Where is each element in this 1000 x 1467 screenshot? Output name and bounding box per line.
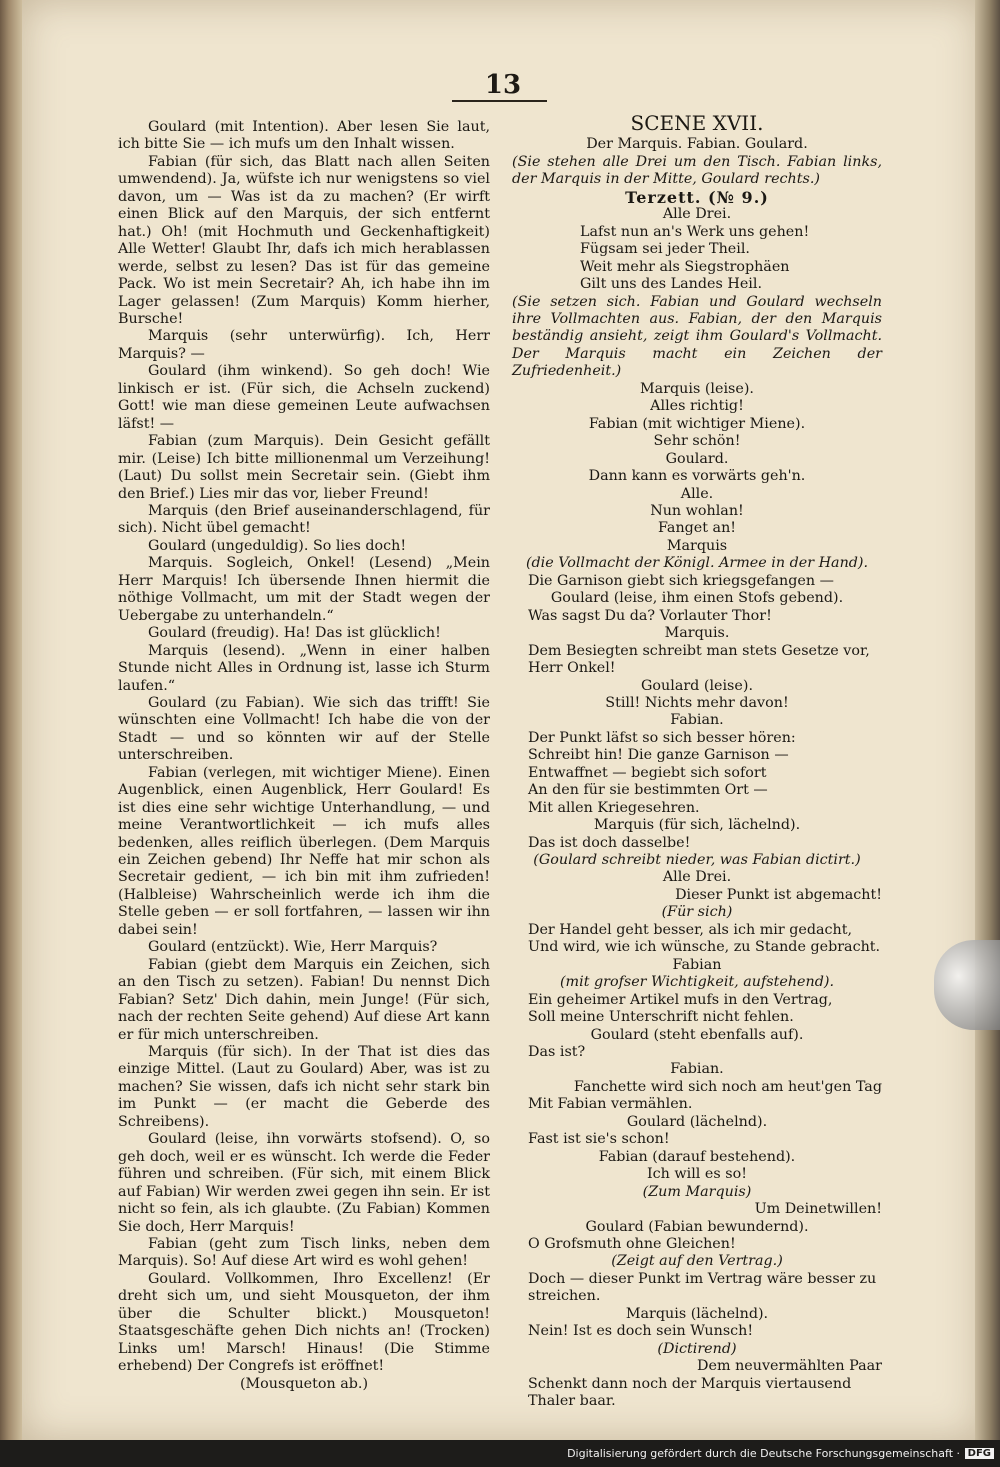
scene-stage-direction: (Sie stehen alle Drei um den Tisch. Fabian links, der Marquis in der Mitte, Goulard rechts.) xyxy=(512,153,882,188)
header-rule xyxy=(452,100,547,102)
right-column xyxy=(512,111,882,1411)
speaker: Goulard (steht ebenfalls auf). xyxy=(590,1026,804,1043)
verse-line: Sehr schön! xyxy=(653,433,741,450)
verse-line: Und wird, wie ich wünsche, zu Stande gebracht. xyxy=(528,939,881,956)
left-paragraph: Fabian (geht zum Tisch links, neben dem Marquis). So! Auf diese Art wird es wohl gehen! xyxy=(118,1236,490,1270)
verse-line: Fast ist sie's schon! xyxy=(528,1131,670,1148)
scene-characters: Der Marquis. Fabian. Goulard. xyxy=(586,136,808,153)
speaker: Alle Drei. xyxy=(662,206,732,223)
verse-line: Die Garnison giebt sich kriegsgefangen — xyxy=(528,572,834,589)
left-paragraph: Fabian (verlegen, mit wichtiger Miene). Einen Augenblick, einen Augenblick, Herr Goulard! Es ist dies eine sehr wichtige Unterhandlung, — und meine Verantwortlichkeit — ich mufs alles bedenken, alles reiflich überlegen. (Dem Marquis ein Zeichen gebend) Ihr Neffe hat mir schon als Secretair gedient, — ich bin mit ihm zufrieden! (Halbleise) Wahrscheinlich werde ich ihm die Stelle geben — er soll fortfahren, — lassen wir ihn dabei sein! xyxy=(118,764,490,938)
left-paragraph: Fabian (für sich, das Blatt nach allen Seiten umwendend). Ja, wüfste ich nur wenigstens so viel davon, um — Was ist da zu machen? (Er wirft einen Blick auf den Marquis, der sich entfernt hat.) Oh! (mit Hochmuth und Geckenhaftigkeit) Alle Wetter! Glaubt Ihr, dafs ich mich herablassen werde, selbst zu lesen? Das ist für das gemeine Pack. Wo ist mein Secretair? Ah, ich habe ihn im Lager gelassen! (Zum Marquis) Komm hierher, Bursche! xyxy=(118,153,490,327)
stage-direction: (Zeigt auf den Vertrag.) xyxy=(611,1253,783,1270)
verse-line: Der Punkt läfst so sich besser hören: xyxy=(528,729,796,746)
left-paragraph: Goulard (freudig). Ha! Das ist glücklich! xyxy=(148,625,441,642)
scene-title: SCENE XVII. xyxy=(630,111,764,135)
left-paragraph: Goulard (entzückt). Wie, Herr Marquis? xyxy=(148,939,438,956)
stage-direction: (Dictirend) xyxy=(657,1340,737,1357)
verse-line: Dann kann es vorwärts geh'n. xyxy=(588,468,806,485)
speaker: Alle Drei. xyxy=(662,869,732,886)
speaker: Fabian (darauf bestehend). xyxy=(598,1148,796,1165)
left-paragraph: Marquis (für sich). In der That ist dies das einzige Mittel. (Laut zu Goulard) Aber, was ist zu machen? Sie wissen, dafs ich nicht sehr stark bin im Punkt — (er macht die Geberde des Schreibens). xyxy=(118,1044,490,1130)
verse-line: Fügsam sei jeder Theil. xyxy=(580,241,750,258)
verse-line: Weit mehr als Siegstrophäen xyxy=(580,258,790,275)
left-paragraph: Fabian (giebt dem Marquis ein Zeichen, sich an den Tisch zu setzen). Fabian! Du nennst Dich Fabian? Setz' Dich dahin, mein Junge! (Für sich, nach der rechten Seite gehend) Auf diese Art kann er für mich unterschreiben. xyxy=(118,956,490,1043)
verse-line: Gilt uns des Landes Heil. xyxy=(580,276,762,293)
left-paragraph: Goulard (mit Intention). Aber lesen Sie laut, ich bitte Sie — ich mufs um den Inhalt wissen. xyxy=(118,119,490,153)
speaker: Fabian. xyxy=(670,1061,724,1078)
verse-line: Was sagst Du da? Vorlauter Thor! xyxy=(528,607,772,624)
stage-direction: (Goulard schreibt nieder, was Fabian dictirt.) xyxy=(533,852,861,869)
verse-line: An den für sie bestimmten Ort — xyxy=(528,782,768,799)
verse-line: Ein geheimer Artikel mufs in den Vertrag, xyxy=(528,991,833,1008)
speaker: Marquis xyxy=(666,537,728,554)
stage-direction: (mit grofser Wichtigkeit, aufstehend). xyxy=(559,974,834,991)
left-paragraph: Marquis. Sogleich, Onkel! (Lesend) „Mein Herr Marquis! Ich übersende Ihnen hiermit die nöthige Vollmacht, um mit der Stadt wegen der Uebergabe zu unterhandeln.“ xyxy=(118,555,490,624)
speaker: Goulard (Fabian bewundernd). xyxy=(585,1218,809,1235)
verse-line: O Grofsmuth ohne Gleichen! xyxy=(528,1236,736,1252)
speaker: Marquis (für sich, lächelnd). xyxy=(593,817,801,834)
left-paragraph: Goulard (zu Fabian). Wie sich das trifft! Sie wünschten eine Vollmacht! Ich habe die von der Stadt — und so könnten wir auf der Stelle unterschreiben. xyxy=(118,694,490,764)
verse-line: Dem neuvermählten Paar xyxy=(697,1358,882,1375)
speaker: Goulard (lächelnd). xyxy=(626,1113,768,1130)
verse-line: Mit allen Kriegesehren. xyxy=(528,799,700,816)
left-paragraph: Goulard. Vollkommen, Ihro Excellenz! (Er dreht sich um, und sieht Mousqueton, der ihm über die Schulter blickt.) Mousqueton! Staatsgeschäfte gehen Dich nichts an! (Trocken) Links um! Marsch! Hinaus! (Die Stimme erhebend) Der Congrefs ist eröffnet! xyxy=(118,1270,490,1375)
speaker: Goulard (leise). xyxy=(641,677,753,694)
page-clip xyxy=(934,940,1000,1030)
left-column xyxy=(118,119,490,1393)
verse-line: Fanchette wird sich noch am heut'gen Tag xyxy=(573,1078,882,1095)
speaker: Fabian. xyxy=(670,712,724,729)
stage-direction-exit: (Mousqueton ab.) xyxy=(239,1375,369,1392)
speaker: Goulard. xyxy=(665,450,729,467)
verse-line: Nein! Ist es doch sein Wunsch! xyxy=(528,1323,754,1340)
terzett-heading: Terzett. (№ 9.) xyxy=(625,187,769,207)
speaker: Marquis. xyxy=(664,625,730,642)
speaker: Alle. xyxy=(680,485,714,502)
verse-line: Soll meine Unterschrift nicht fehlen. xyxy=(528,1009,794,1026)
speaker: Marquis (leise). xyxy=(640,380,754,397)
speaker: Marquis (lächelnd). xyxy=(625,1305,769,1322)
verse-line: Entwaffnet — begiebt sich sofort xyxy=(528,764,767,781)
speaker: Goulard (leise, ihm einen Stofs gebend). xyxy=(550,590,844,607)
stage-direction: (Für sich) xyxy=(661,904,733,921)
verse-line: Dem Besiegten schreibt man stets Gesetze vor, Herr Onkel! xyxy=(528,642,870,677)
speaker: Fabian (mit wichtiger Miene). xyxy=(588,415,806,432)
left-paragraph: Goulard (ihm winkend). So geh doch! Wie linkisch er ist. (Für sich, die Achseln zuckend) Gott! wie man diese gemeinen Leute aufwachsen läfst! — xyxy=(118,363,490,432)
verse-line: Lafst nun an's Werk uns gehen! xyxy=(580,223,810,240)
left-paragraph: Fabian (zum Marquis). Dein Gesicht gefällt mir. (Leise) Ich bitte millionenmal um Verzeihung! (Laut) Du sollst mein Secretair sein. (Giebt ihm den Brief.) Lies mir das vor, lieber Freund! xyxy=(118,433,490,502)
dfg-logo: DFG xyxy=(965,1448,994,1459)
left-paragraph: Marquis (den Brief auseinanderschlagend, für sich). Nicht übel gemacht! xyxy=(118,502,490,537)
verse-line: Still! Nichts mehr davon! xyxy=(605,694,789,711)
verse-line: Das ist? xyxy=(528,1044,586,1061)
verse-line: Alles richtig! xyxy=(650,398,744,415)
verse-line: Um Deinetwillen! xyxy=(754,1201,882,1218)
left-paragraph: Marquis (sehr unterwürfig). Ich, Herr Marquis? — xyxy=(118,328,490,362)
verse-line: Schreibt hin! Die ganze Garnison — xyxy=(528,747,789,764)
left-paragraph: Marquis (lesend). „Wenn in einer halben Stunde nicht Alles in Ordnung ist, lasse ich Sturm laufen.“ xyxy=(118,642,490,694)
stage-direction: (die Vollmacht der Königl. Armee in der Hand). xyxy=(525,555,869,572)
stage-direction: (Sie setzen sich. Fabian und Goulard wechseln ihre Vollmachten aus. Fabian, der den Marquis beständig ansieht, zeigt ihm Goulard's Vollmacht. Der Marquis macht ein Zeichen der Zufriedenheit.) xyxy=(512,293,882,380)
stage-direction: (Zum Marquis) xyxy=(642,1183,752,1200)
verse-line: Dieser Punkt ist abgemacht! xyxy=(675,886,882,903)
book-binding xyxy=(0,0,22,1467)
verse-line: Das ist doch dasselbe! xyxy=(528,834,691,851)
verse-line: Ich will es so! xyxy=(647,1166,747,1183)
left-paragraph: Goulard (ungeduldig). So lies doch! xyxy=(148,537,407,554)
verse-line: Der Handel geht besser, als ich mir gedacht, xyxy=(528,921,853,938)
page-number: 13 xyxy=(484,70,522,100)
page-edge xyxy=(975,0,1000,1440)
left-paragraph: Goulard (leise, ihn vorwärts stofsend). O, so geh doch, weil er es wünscht. Ich werde die Feder führen und schreiben. (Für sich, mit einem Blick auf Fabian) Wir werden zwei gegen ihn sein. Er ist nicht so fein, als ich glaubte. (Zu Fabian) Kommen Sie doch, Herr Marquis! xyxy=(118,1131,490,1235)
verse-line: Doch — dieser Punkt im Vertrag wäre besser zu streichen. xyxy=(528,1270,877,1305)
verse-line: Fanget an! xyxy=(657,520,737,537)
verse-line: Nun wohlan! xyxy=(650,502,744,519)
digitization-credit: Digitalisierung gefördert durch die Deutsche Forschungsgemeinschaft · xyxy=(567,1447,960,1460)
verse-line: Schenkt dann noch der Marquis viertausend Thaler baar. xyxy=(528,1375,852,1410)
verse-line: Mit Fabian vermählen. xyxy=(528,1096,693,1113)
speaker: Fabian xyxy=(672,956,722,973)
